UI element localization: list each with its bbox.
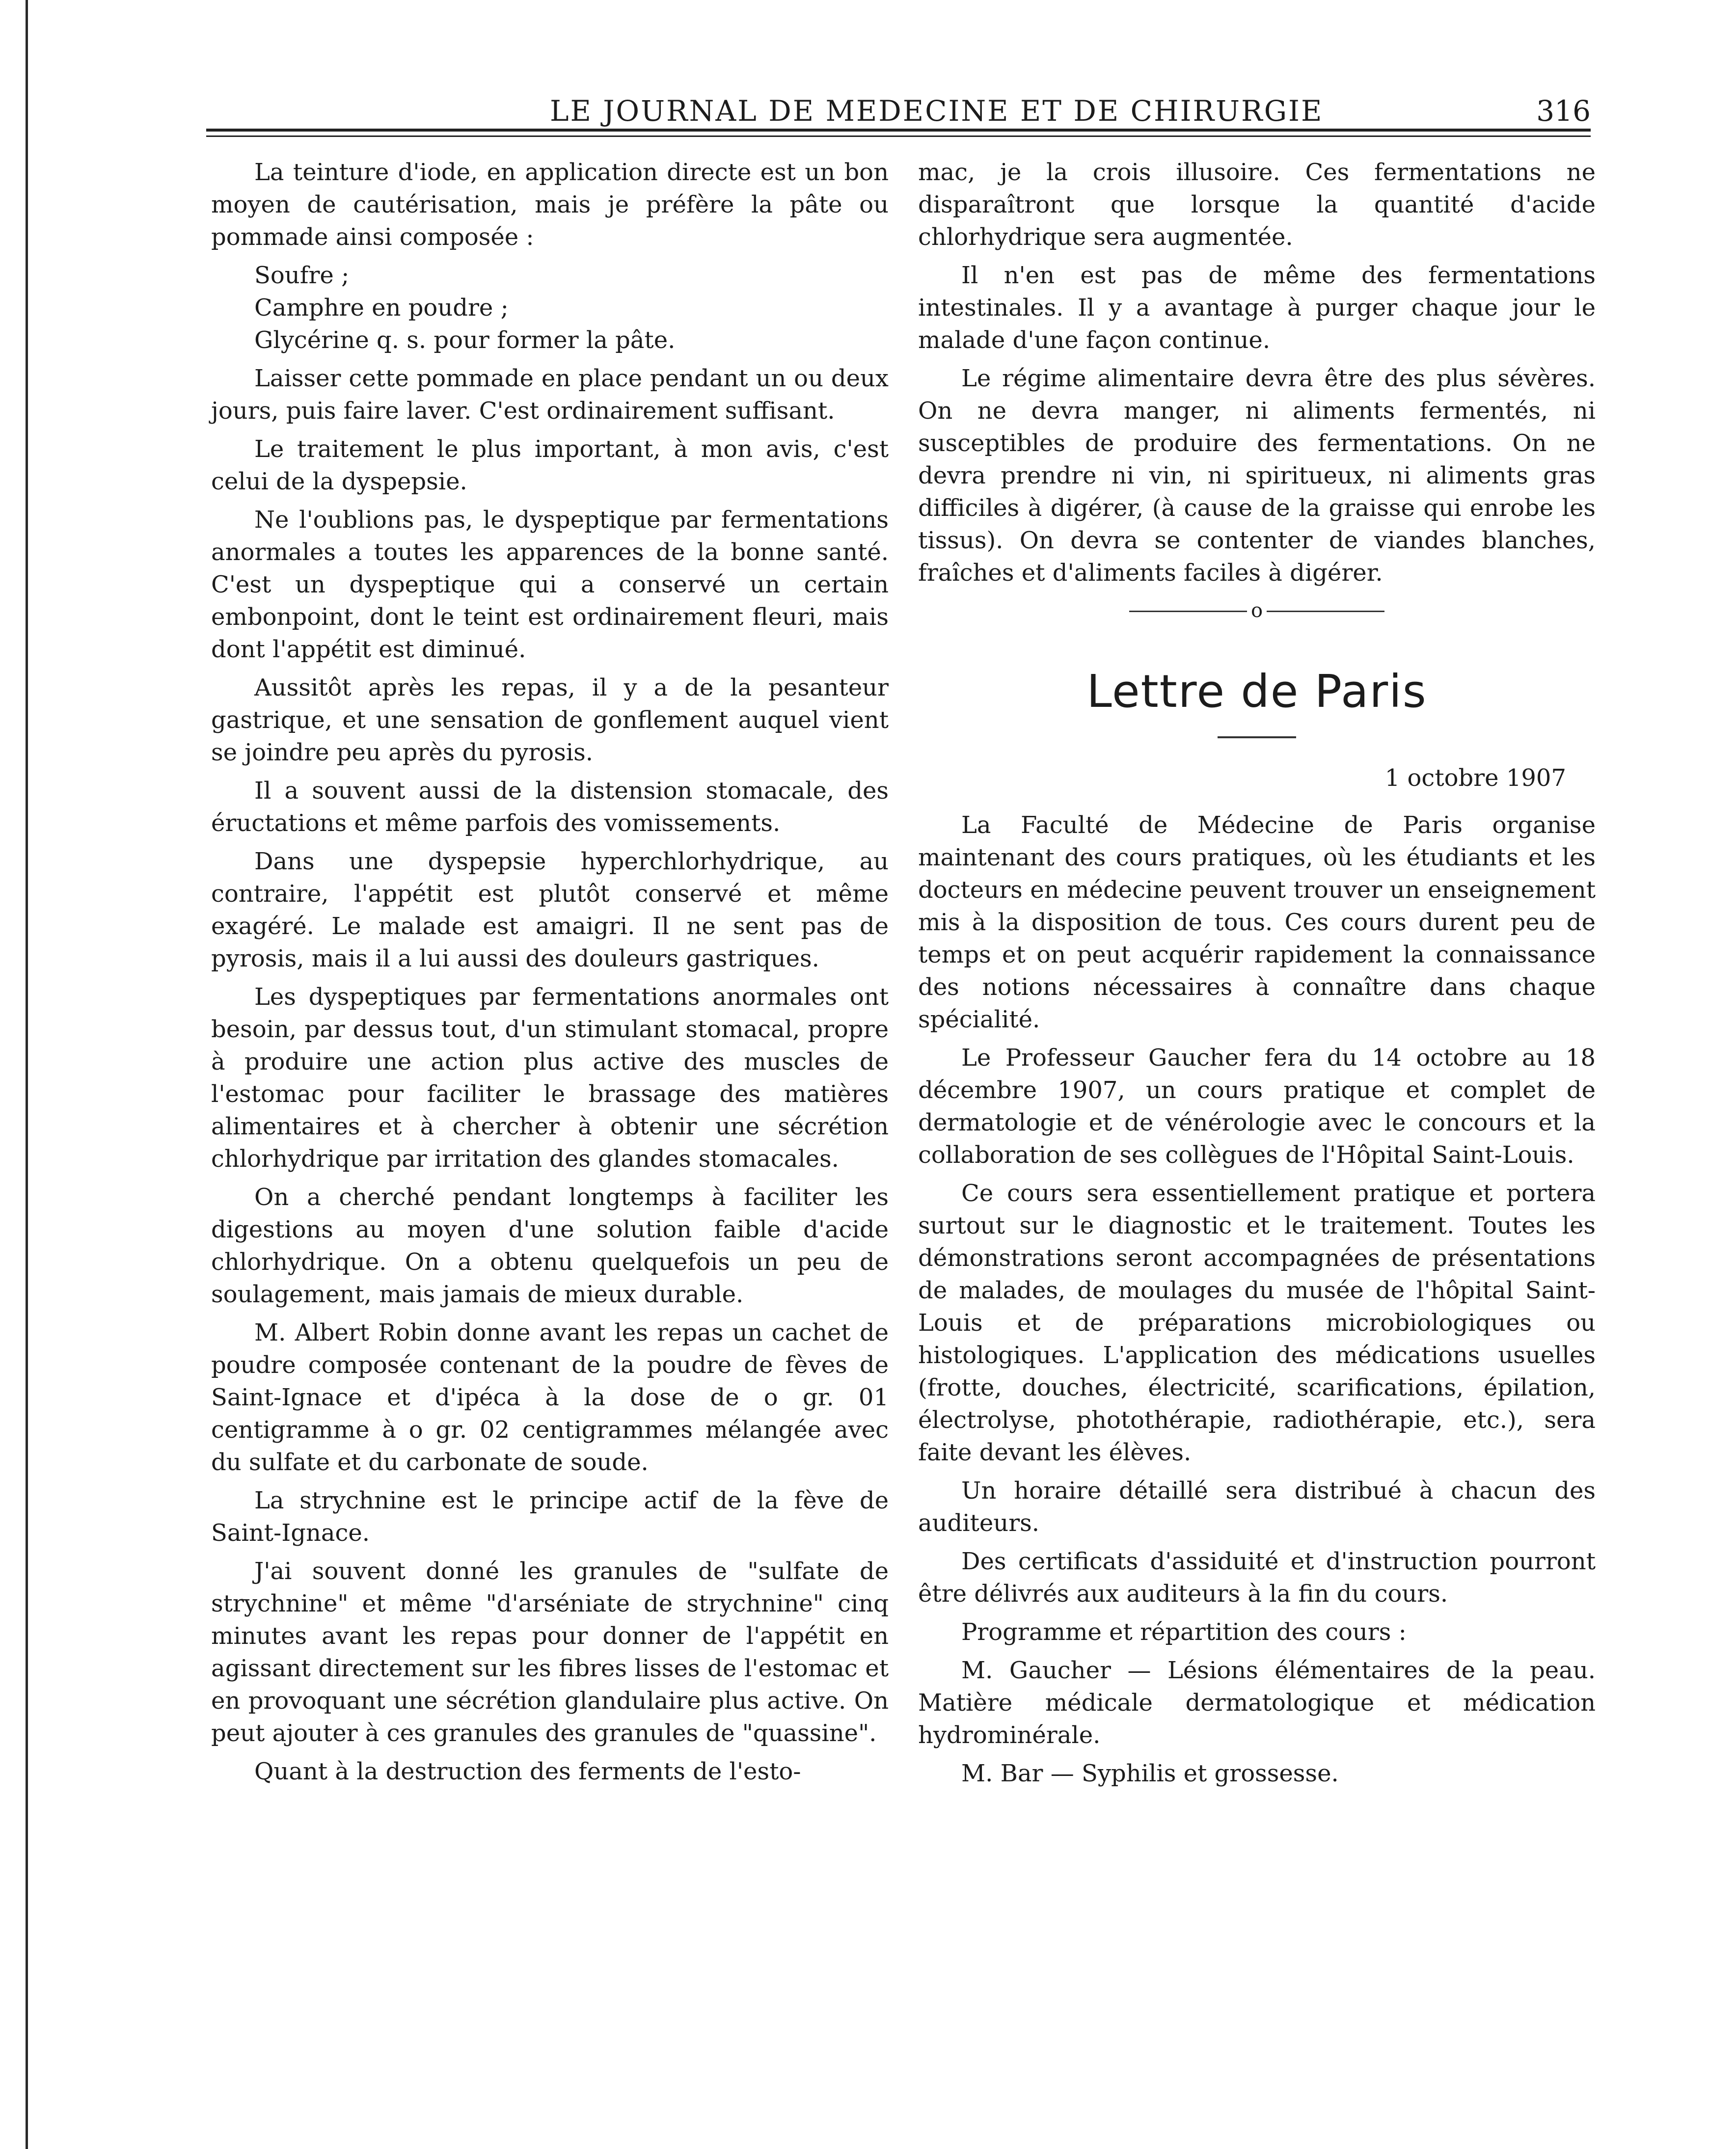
running-header [206, 87, 1591, 132]
title-rule [1218, 736, 1296, 738]
article-paragraph: Ce cours sera essentiellement pratique et portera surtout sur le diagnostic et le traitement. Toutes les démonstrations seront accompagnées de présentations de malades, de moulages du musée de l'hôpital Saint-Louis et de préparations microbiologiques ou histologiques. L'application des médications usuelles (frotte, douches, électricité, scarifications, épilation, électrolyse, photothérapie, radiothérapie, etc.), sera faite devant les élèves. [918, 1180, 1596, 1466]
article-paragraph: M. Gaucher — Lésions élémentaires de la peau. Matière médicale dermatologique et médication hydrominérale. [918, 1657, 1596, 1749]
page-left-border [26, 0, 28, 2149]
separator-line-left [1129, 611, 1247, 612]
article-paragraph: Le Professeur Gaucher fera du 14 octobre au 18 décembre 1907, un cours pratique et complet de dermatologie et de vénérologie avec le concours et la collaboration de ses collègues de l'Hôpital Saint-Louis. [918, 1044, 1596, 1169]
paragraph: Le traitement le plus important, à mon avis, c'est celui de la dyspepsie. [211, 435, 889, 495]
paragraph: Ne l'oublions pas, le dyspeptique par fermentations anormales a toutes les apparences de la bonne santé. C'est un dyspeptique qui a conservé un certain embonpoint, dont le teint est ordinairement fleuri, mais dont l'appétit est diminué. [211, 506, 889, 663]
paragraph: Il a souvent aussi de la distension stomacale, des éructations et même parfois des vomissements. [211, 777, 889, 837]
paragraph: Laisser cette pommade en place pendant un ou deux jours, puis faire laver. C'est ordinairement suffisant. [211, 365, 889, 425]
ingredient-line: Glycérine q. s. pour former la pâte. [254, 326, 676, 354]
right-column [918, 156, 1596, 1796]
paragraph: Le régime alimentaire devra être des plus sévères. On ne devra manger, ni aliments fermentés, ni susceptibles de produire des fermentations. On ne devra prendre ni vin, ni spiritueux, ni aliments gras difficiles à digérer, (à cause de la graisse qui enrobe les tissus). On devra se contenter de viandes blanches, fraîches et d'aliments faciles à digérer. [918, 365, 1596, 587]
page-number: 316 [1536, 94, 1591, 128]
article-paragraph: Un horaire détaillé sera distribué à chacun des auditeurs. [918, 1477, 1596, 1537]
paragraph: M. Albert Robin donne avant les repas un cachet de poudre composée contenant de la poudre de fèves de Saint-Ignace et d'ipéca à la dose de o gr. 01 centigramme à o gr. 02 centigrammes mélangée avec du sulfate et du carbonate de soude. [211, 1319, 889, 1476]
article-paragraph: M. Bar — Syphilis et grossesse. [961, 1760, 1339, 1787]
article-title: Lettre de Paris [1086, 665, 1427, 718]
paragraph: La strychnine est le principe actif de la fève de Saint-Ignace. [211, 1487, 889, 1547]
paragraph: Aussitôt après les repas, il y a de la pesanteur gastrique, et une sensation de gonflement auquel vient se joindre peu après du pyrosis. [211, 674, 889, 766]
article-date: 1 octobre 1907 [1384, 764, 1566, 792]
ingredient-line: Camphre en poudre ; [254, 294, 509, 322]
paragraph: J'ai souvent donné les granules de "sulfate de strychnine" et même "d'arséniate de strychnine" cinq minutes avant les repas pour donner de l'appétit en agissant directement sur les fibres lisses de l'estomac et en provoquant une sécrétion glandulaire plus active. On peut ajouter à ces granules des granules de "quassine". [211, 1558, 889, 1747]
article-paragraph: Programme et répartition des cours : [961, 1618, 1407, 1646]
paragraph: Dans une dyspepsie hyperchlorhydrique, au contraire, l'appétit est plutôt conservé et même exagéré. Le malade est amaigri. Il ne sent pas de pyrosis, mais il a lui aussi des douleurs gastriques. [211, 848, 889, 972]
paragraph-continued: mac, je la crois illusoire. Ces fermentations ne disparaîtront que lorsque la quantité d'acide chlorhydrique sera augmentée. [918, 159, 1596, 251]
paragraph: La teinture d'iode, en application directe est un bon moyen de cautérisation, mais je préfère la pâte ou pommade ainsi composée : [211, 159, 889, 251]
separator-mark: o [1250, 599, 1263, 622]
paragraph: Il n'en est pas de même des fermentations intestinales. Il y a avantage à purger chaque jour le malade d'une façon continue. [918, 262, 1596, 354]
left-column [211, 156, 889, 1794]
article-paragraph: La Faculté de Médecine de Paris organise maintenant des cours pratiques, où les étudiants et les docteurs en médecine peuvent trouver un enseignement mis à la disposition de tous. Ces cours durent peu de temps et on peut acquérir rapidement la connaissance des notions nécessaires à connaître dans chaque spécialité. [918, 811, 1596, 1033]
section-separator [1129, 601, 1384, 620]
paragraph: On a cherché pendant longtemps à faciliter les digestions au moyen d'une solution faible d'acide chlorhydrique. On a obtenu quelquefois un peu de soulagement, mais jamais de mieux durable. [211, 1183, 889, 1308]
paragraph: Les dyspeptiques par fermentations anormales ont besoin, par dessus tout, d'un stimulant stomacal, propre à produire une action plus active des muscles de l'estomac pour faciliter le brassage des matières alimentaires et à chercher à obtenir une sécrétion chlorhydrique par irritation des glandes stomacales. [211, 983, 889, 1173]
paragraph: Quant à la destruction des ferments de l'esto- [254, 1758, 801, 1785]
journal-title: LE JOURNAL DE MEDECINE ET DE CHIRURGIE [550, 94, 1324, 128]
ingredient-line: Soufre ; [254, 262, 350, 289]
article-paragraph: Des certificats d'assiduité et d'instruction pourront être délivrés aux auditeurs à la fin du cours. [918, 1548, 1596, 1608]
header-rule-thin [206, 135, 1591, 137]
header-rule-thick [206, 129, 1591, 132]
separator-line-right [1267, 611, 1384, 612]
